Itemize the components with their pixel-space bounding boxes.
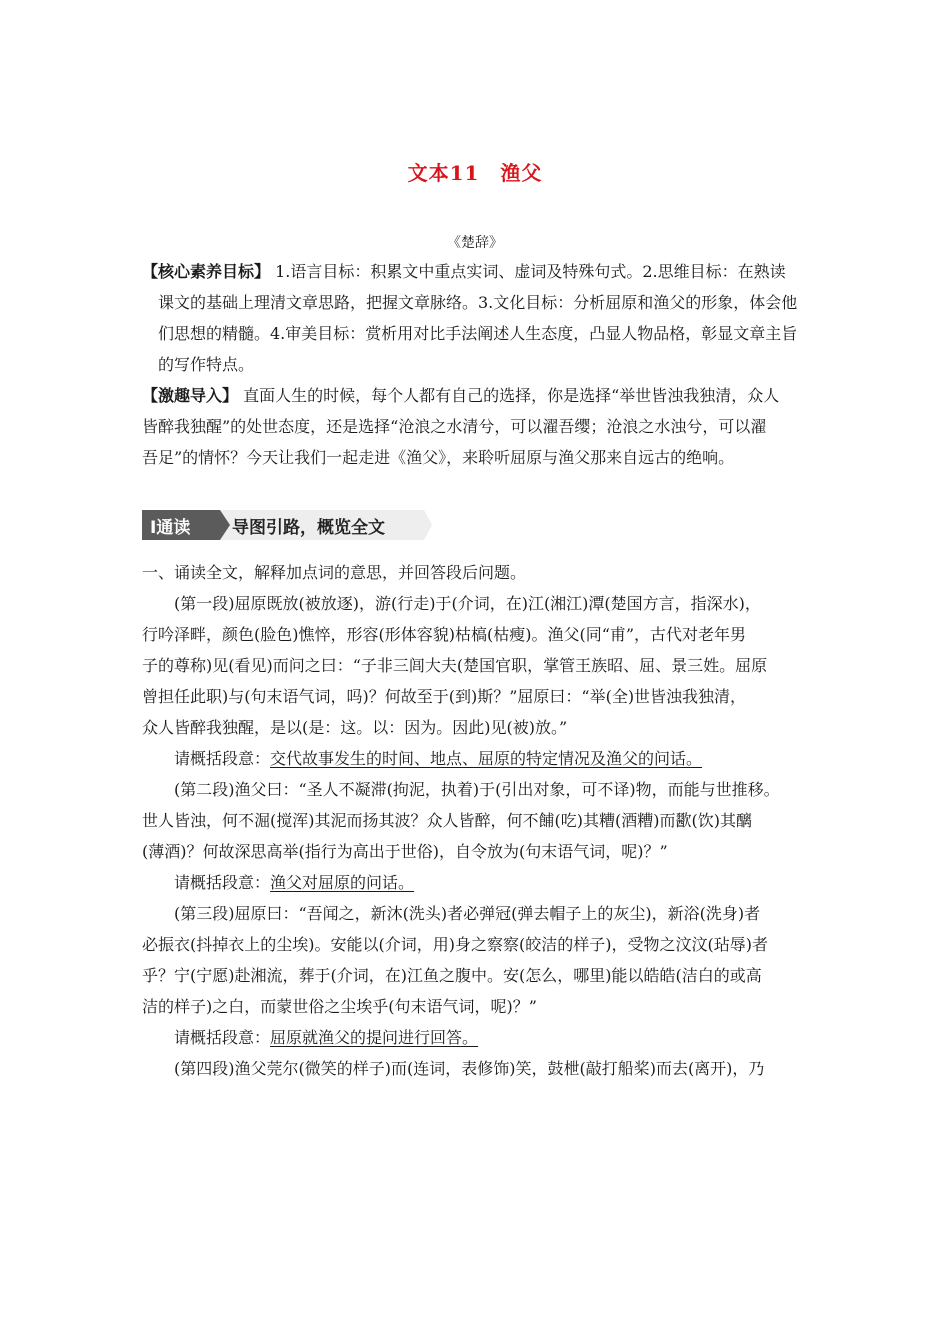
paragraph-line: (第二段)渔父曰：“圣人不凝滞(拘泥，执着)于(引出对象，可不译)物，而能与世推移。 <box>174 780 780 799</box>
banner-text: 导图引路，概览全文 <box>232 518 385 538</box>
goals-label: 【核心素养目标】 <box>142 262 271 281</box>
summary-label: 请概括段意： <box>174 873 271 892</box>
paragraph-line: 乎？宁(宁愿)赴湘流，葬于(介词，在)江鱼之腹中。安(怎么，哪里)能以皓皓(洁白的或高 <box>142 966 762 985</box>
summary-label: 请概括段意： <box>174 749 271 768</box>
paragraph-line: 子的尊称)见(看见)而问之曰：“子非三闾大夫(楚国官职，掌管王族昭、屈、景三姓。屈原 <box>142 656 768 675</box>
summary-line <box>142 867 812 898</box>
goals-line: 课文的基础上理清文章思路，把握文章脉络。3.文化目标：分析屈原和渔父的形象，体会他 <box>158 293 798 312</box>
banner-tag: Ⅰ通读 <box>150 518 191 538</box>
intro-section <box>142 380 812 473</box>
intro-line: 吾足”的情怀？今天让我们一起走进《渔父》，来聆听屈原与渔父那来自远古的绝响。 <box>142 448 735 467</box>
reading-section <box>142 557 812 1084</box>
goals-line: 1.语言目标：积累文中重点实词、虚词及特殊句式。2.思维目标：在熟读 <box>270 262 786 281</box>
intro-line: 直面人生的时候，每个人都有自己的选择，你是选择“举世皆浊我独清，众人 <box>238 386 780 405</box>
summary-label: 请概括段意： <box>174 1028 271 1047</box>
paragraph-line: 洁的样子)之白，而蒙世俗之尘埃乎(句末语气词，呢)？” <box>142 997 537 1016</box>
goals-line: 们思想的精髓。4.审美目标：赏析用对比手法阐述人生态度，凸显人物品格，彰显文章主旨 <box>158 324 798 343</box>
page-title: 文本11 渔父 <box>407 161 543 185</box>
summary-line <box>142 1022 812 1053</box>
paragraph-line: (第四段)渔父莞尔(微笑的样子)而(连词，表修饰)笑，鼓枻(敲打船桨)而去(离开)，乃 <box>174 1059 765 1078</box>
goals-section <box>142 256 812 380</box>
section-heading: 一、诵读全文，解释加点词的意思，并回答段后问题。 <box>142 563 527 582</box>
paragraph-line: 行吟泽畔，颜色(脸色)憔悴，形容(形体容貌)枯槁(枯瘦)。渔父(同“甫”，古代对老年男 <box>142 625 747 644</box>
summary-line <box>142 743 812 774</box>
paragraph-line: (第三段)屈原曰：“吾闻之，新沐(洗头)者必弹冠(弹去帽子上的灰尘)，新浴(洗身)者 <box>174 904 761 923</box>
paragraph-line: 曾担任此职)与(句末语气词，吗)？何故至于(到)斯？”屈原曰：“举(全)世皆浊我独清， <box>142 687 747 706</box>
paragraph-line: (第一段)屈原既放(被放逐)，游(行走)于(介词，在)江(湘江)潭(楚国方言，指深水)， <box>174 594 761 613</box>
intro-line: 皆醉我独醒”的处世态度，还是选择“沧浪之水清兮，可以濯吾缨；沧浪之水浊兮，可以濯 <box>142 417 767 436</box>
summary-answer: 交代故事发生的时间、地点、屈原的特定情况及渔父的问话。 <box>270 749 703 768</box>
summary-answer: 屈原就渔父的提问进行回答。 <box>270 1028 479 1047</box>
paragraph-line: 必振衣(抖掉衣上的尘埃)。安能以(介词，用)身之察察(皎洁的样子)，受物之汶汶(玷辱)者 <box>142 935 768 954</box>
source-label: 《楚辞》 <box>447 235 503 251</box>
summary-answer: 渔父对屈原的问话。 <box>270 873 415 892</box>
paragraph-line: 世人皆浊，何不淈(搅浑)其泥而扬其波？众人皆醉，何不餔(吃)其糟(酒糟)而歠(饮)其醨 <box>142 811 752 830</box>
paragraph-line: (薄酒)？何故深思高举(指行为高出于世俗)，自令放为(句末语气词，呢)？” <box>142 842 668 861</box>
paragraph-line: 众人皆醉我独醒，是以(是：这。以：因为。因此)见(被)放。” <box>142 718 568 737</box>
section-banner <box>142 510 432 540</box>
goals-line: 的写作特点。 <box>158 355 255 374</box>
intro-label: 【激趣导入】 <box>142 386 239 405</box>
